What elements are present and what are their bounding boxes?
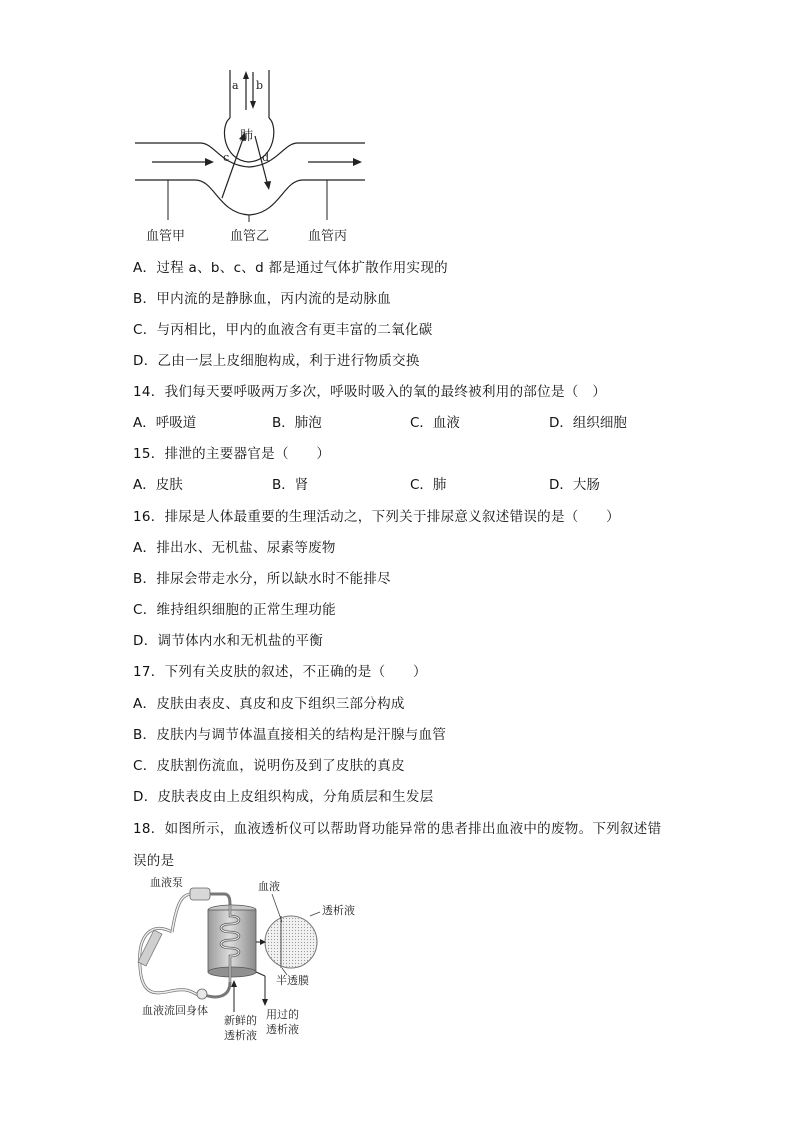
q13-option-a: A．过程 a、b、c、d 都是通过气体扩散作用实现的 <box>133 260 448 276</box>
q16-option-a: A．排出水、无机盐、尿素等废物 <box>133 540 336 556</box>
q15-option-d: D．大肠 <box>549 477 600 493</box>
label-membrane: 半透膜 <box>276 974 309 987</box>
q17-option-d: D．皮肤表皮由上皮组织构成，分角质层和生发层 <box>133 789 434 805</box>
membrane-magnified <box>265 916 317 968</box>
q17-option-b: B．皮肤内与调节体温直接相关的结构是汗腺与血管 <box>133 727 447 743</box>
q15-stem: 15．排泄的主要器官是（ ） <box>133 446 331 462</box>
label-fresh-1: 新鲜的 <box>224 1014 257 1027</box>
label-a: a <box>232 79 239 92</box>
q18-stem-line1: 18．如图所示，血液透析仪可以帮助肾功能异常的患者排出血液中的废物。下列叙述错 <box>133 821 662 837</box>
label-d: d <box>262 151 270 164</box>
label-vessel-bing: 血管丙 <box>308 229 348 244</box>
lung-blood-vessel-diagram <box>130 70 370 245</box>
q14-option-d: D．组织细胞 <box>549 415 627 431</box>
q16-stem: 16．排尿是人体最重要的生理活动之，下列关于排尿意义叙述错误的是（ ） <box>133 509 620 525</box>
q13-option-b: B．甲内流的是静脉血，丙内流的是动脉血 <box>133 291 391 307</box>
label-c: c <box>223 151 230 164</box>
pump-icon <box>190 888 210 900</box>
q13-option-d: D．乙由一层上皮细胞构成，利于进行物质交换 <box>133 353 420 369</box>
q13-option-c: C．与丙相比，甲内的血液含有更丰富的二氧化碳 <box>133 322 433 338</box>
label-dialysate: 透析液 <box>322 904 355 917</box>
label-vessel-yi: 血管乙 <box>230 229 270 244</box>
label-return: 血液流回身体 <box>142 1004 208 1017</box>
label-used-1: 用过的 <box>266 1008 299 1021</box>
q15-option-b: B．肾 <box>272 477 309 493</box>
q17-option-a: A．皮肤由表皮、真皮和皮下组织三部分构成 <box>133 696 405 712</box>
label-pump: 血液泵 <box>150 876 183 889</box>
q14-option-a: A．呼吸道 <box>133 415 197 431</box>
q14-stem: 14．我们每天要呼吸两万多次，呼吸时吸入的氧的最终被利用的部位是（ ） <box>133 384 607 400</box>
q17-stem: 17．下列有关皮肤的叙述，不正确的是（ ） <box>133 664 427 680</box>
label-blood: 血液 <box>258 880 280 893</box>
label-vessel-jia: 血管甲 <box>146 229 186 244</box>
q14-option-b: B．肺泡 <box>272 415 322 431</box>
label-used-2: 透析液 <box>266 1023 299 1036</box>
label-b: b <box>256 79 264 92</box>
q15-option-a: A．皮肤 <box>133 477 183 493</box>
label-fresh-2: 透析液 <box>224 1029 257 1042</box>
q16-option-d: D．调节体内水和无机盐的平衡 <box>133 633 324 649</box>
q17-option-c: C．皮肤割伤流血，说明伤及到了皮肤的真皮 <box>133 758 405 774</box>
arrow-c <box>222 136 244 198</box>
q16-option-b: B．排尿会带走水分，所以缺水时不能排尽 <box>133 571 391 587</box>
q15-option-c: C．肺 <box>410 477 447 493</box>
q16-option-c: C．维持组织细胞的正常生理功能 <box>133 602 336 618</box>
q14-option-c: C．血液 <box>410 415 460 431</box>
q18-stem-line2: 误的是 <box>133 853 175 869</box>
label-lung: 肺 <box>240 129 254 144</box>
hemodialysis-diagram <box>132 872 382 1047</box>
